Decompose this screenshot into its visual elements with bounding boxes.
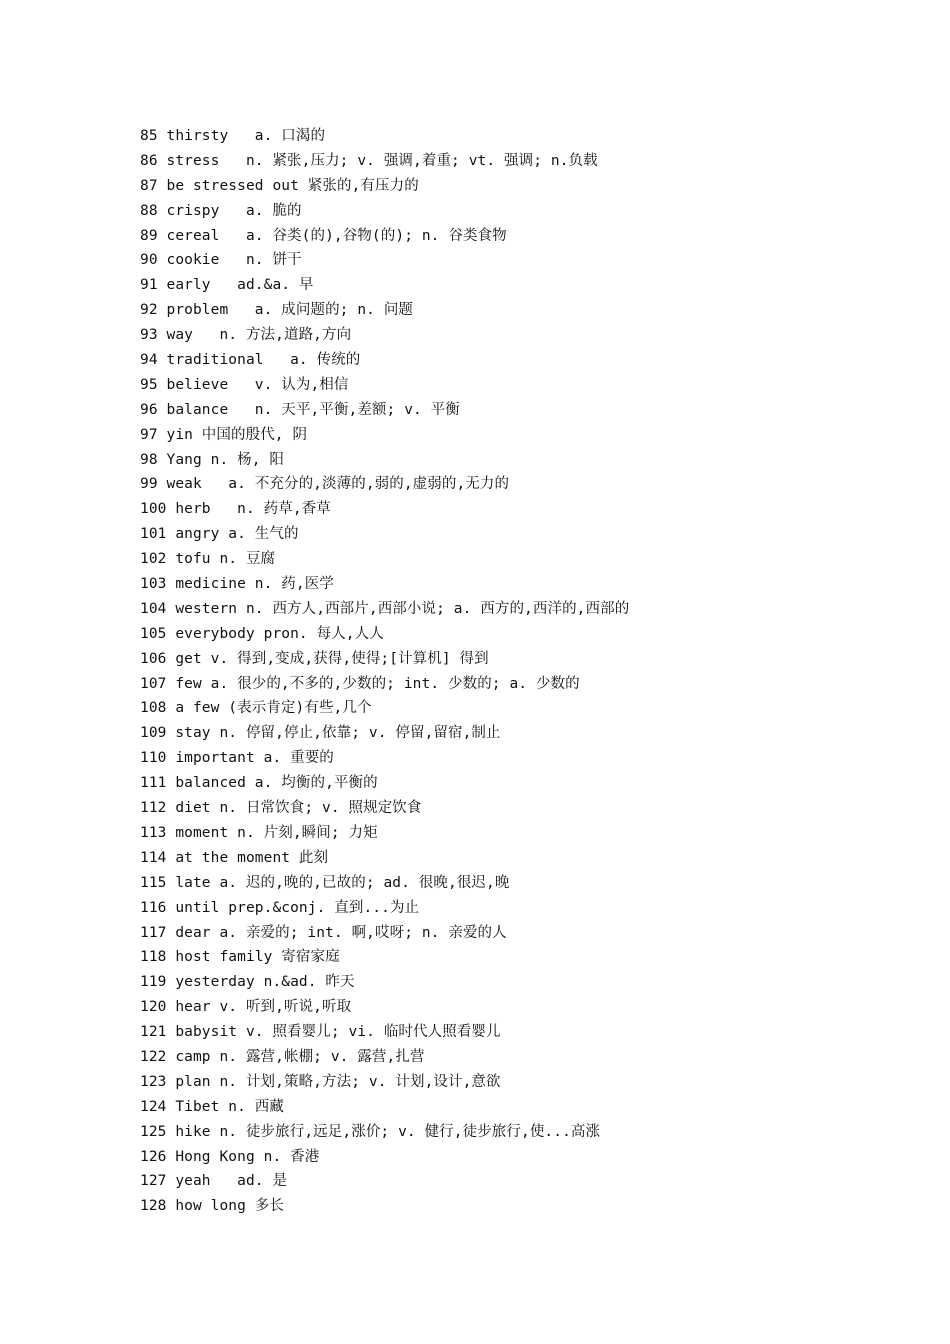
vocab-entry: 102 tofu n. 豆腐 — [140, 551, 276, 568]
vocab-entry: 87 be stressed out 紧张的,有压力的 — [140, 177, 419, 194]
vocab-entry: 125 hike n. 徒步旅行,远足,涨价; v. 健行,徒步旅行,使...高涨 — [140, 1123, 601, 1140]
vocab-entry: 110 important a. 重要的 — [140, 750, 334, 767]
vocab-entry: 121 babysit v. 照看婴儿; vi. 临时代人照看婴儿 — [140, 1024, 501, 1041]
vocab-entry: 103 medicine n. 药,医学 — [140, 576, 334, 593]
vocab-entry: 86 stress n. 紧张,压力; v. 强调,着重; vt. 强调; n.负载 — [140, 152, 598, 169]
vocab-entry: 119 yesterday n.&ad. 昨天 — [140, 974, 355, 991]
vocab-entry: 108 a few (表示肯定)有些,几个 — [140, 700, 372, 717]
vocab-entry: 100 herb n. 药草,香草 — [140, 501, 331, 518]
vocab-entry: 113 moment n. 片刻,瞬间; 力矩 — [140, 824, 378, 841]
vocab-entry: 128 how long 多长 — [140, 1198, 284, 1215]
vocab-entry: 95 believe v. 认为,相信 — [140, 376, 349, 393]
vocab-entry: 88 crispy a. 脆的 — [140, 202, 302, 219]
vocab-entry: 111 balanced a. 均衡的,平衡的 — [140, 775, 378, 792]
vocab-entry: 117 dear a. 亲爱的; int. 啊,哎呀; n. 亲爱的人 — [140, 924, 507, 941]
vocab-entry: 122 camp n. 露营,帐棚; v. 露营,扎营 — [140, 1048, 425, 1065]
vocabulary-list — [140, 124, 629, 1219]
vocab-entry: 85 thirsty a. 口渴的 — [140, 128, 326, 144]
vocab-entry: 97 yin 中国的殷代, 阴 — [140, 426, 308, 443]
vocab-entry: 109 stay n. 停留,停止,依靠; v. 停留,留宿,制止 — [140, 725, 501, 742]
vocab-entry: 98 Yang n. 杨, 阳 — [140, 451, 284, 468]
vocab-entry: 115 late a. 迟的,晚的,已故的; ad. 很晚,很迟,晚 — [140, 874, 510, 891]
vocab-entry: 126 Hong Kong n. 香港 — [140, 1148, 320, 1165]
vocab-entry: 101 angry a. 生气的 — [140, 526, 299, 543]
vocab-entry: 94 traditional a. 传统的 — [140, 352, 361, 369]
vocab-entry: 104 western n. 西方人,西部片,西部小说; a. 西方的,西洋的,西部的 — [140, 600, 630, 617]
vocab-entry: 105 everybody pron. 每人,人人 — [140, 625, 384, 642]
vocab-entry: 114 at the moment 此刻 — [140, 849, 329, 866]
vocab-entry: 89 cereal a. 谷类(的),谷物(的); n. 谷类食物 — [140, 227, 507, 244]
vocab-entry: 99 weak a. 不充分的,淡薄的,弱的,虚弱的,无力的 — [140, 476, 510, 493]
vocab-entry: 116 until prep.&conj. 直到...为止 — [140, 899, 420, 916]
vocab-entry: 127 yeah ad. 是 — [140, 1173, 288, 1190]
vocab-entry: 91 early ad.&a. 早 — [140, 277, 314, 294]
vocab-entry: 124 Tibet n. 西藏 — [140, 1098, 284, 1115]
vocab-entry: 90 cookie n. 饼干 — [140, 252, 302, 269]
vocab-entry: 123 plan n. 计划,策略,方法; v. 计划,设计,意欲 — [140, 1073, 501, 1090]
vocab-entry: 92 problem a. 成问题的; n. 问题 — [140, 302, 414, 319]
vocab-entry: 112 diet n. 日常饮食; v. 照规定饮食 — [140, 800, 422, 817]
vocab-entry: 93 way n. 方法,道路,方向 — [140, 327, 352, 344]
vocab-entry: 120 hear v. 听到,听说,听取 — [140, 999, 352, 1016]
vocab-entry: 118 host family 寄宿家庭 — [140, 949, 340, 966]
vocab-entry: 107 few a. 很少的,不多的,少数的; int. 少数的; a. 少数的 — [140, 675, 580, 692]
vocab-entry: 106 get v. 得到,变成,获得,使得;[计算机] 得到 — [140, 650, 489, 667]
vocab-entry: 96 balance n. 天平,平衡,差额; v. 平衡 — [140, 401, 460, 418]
